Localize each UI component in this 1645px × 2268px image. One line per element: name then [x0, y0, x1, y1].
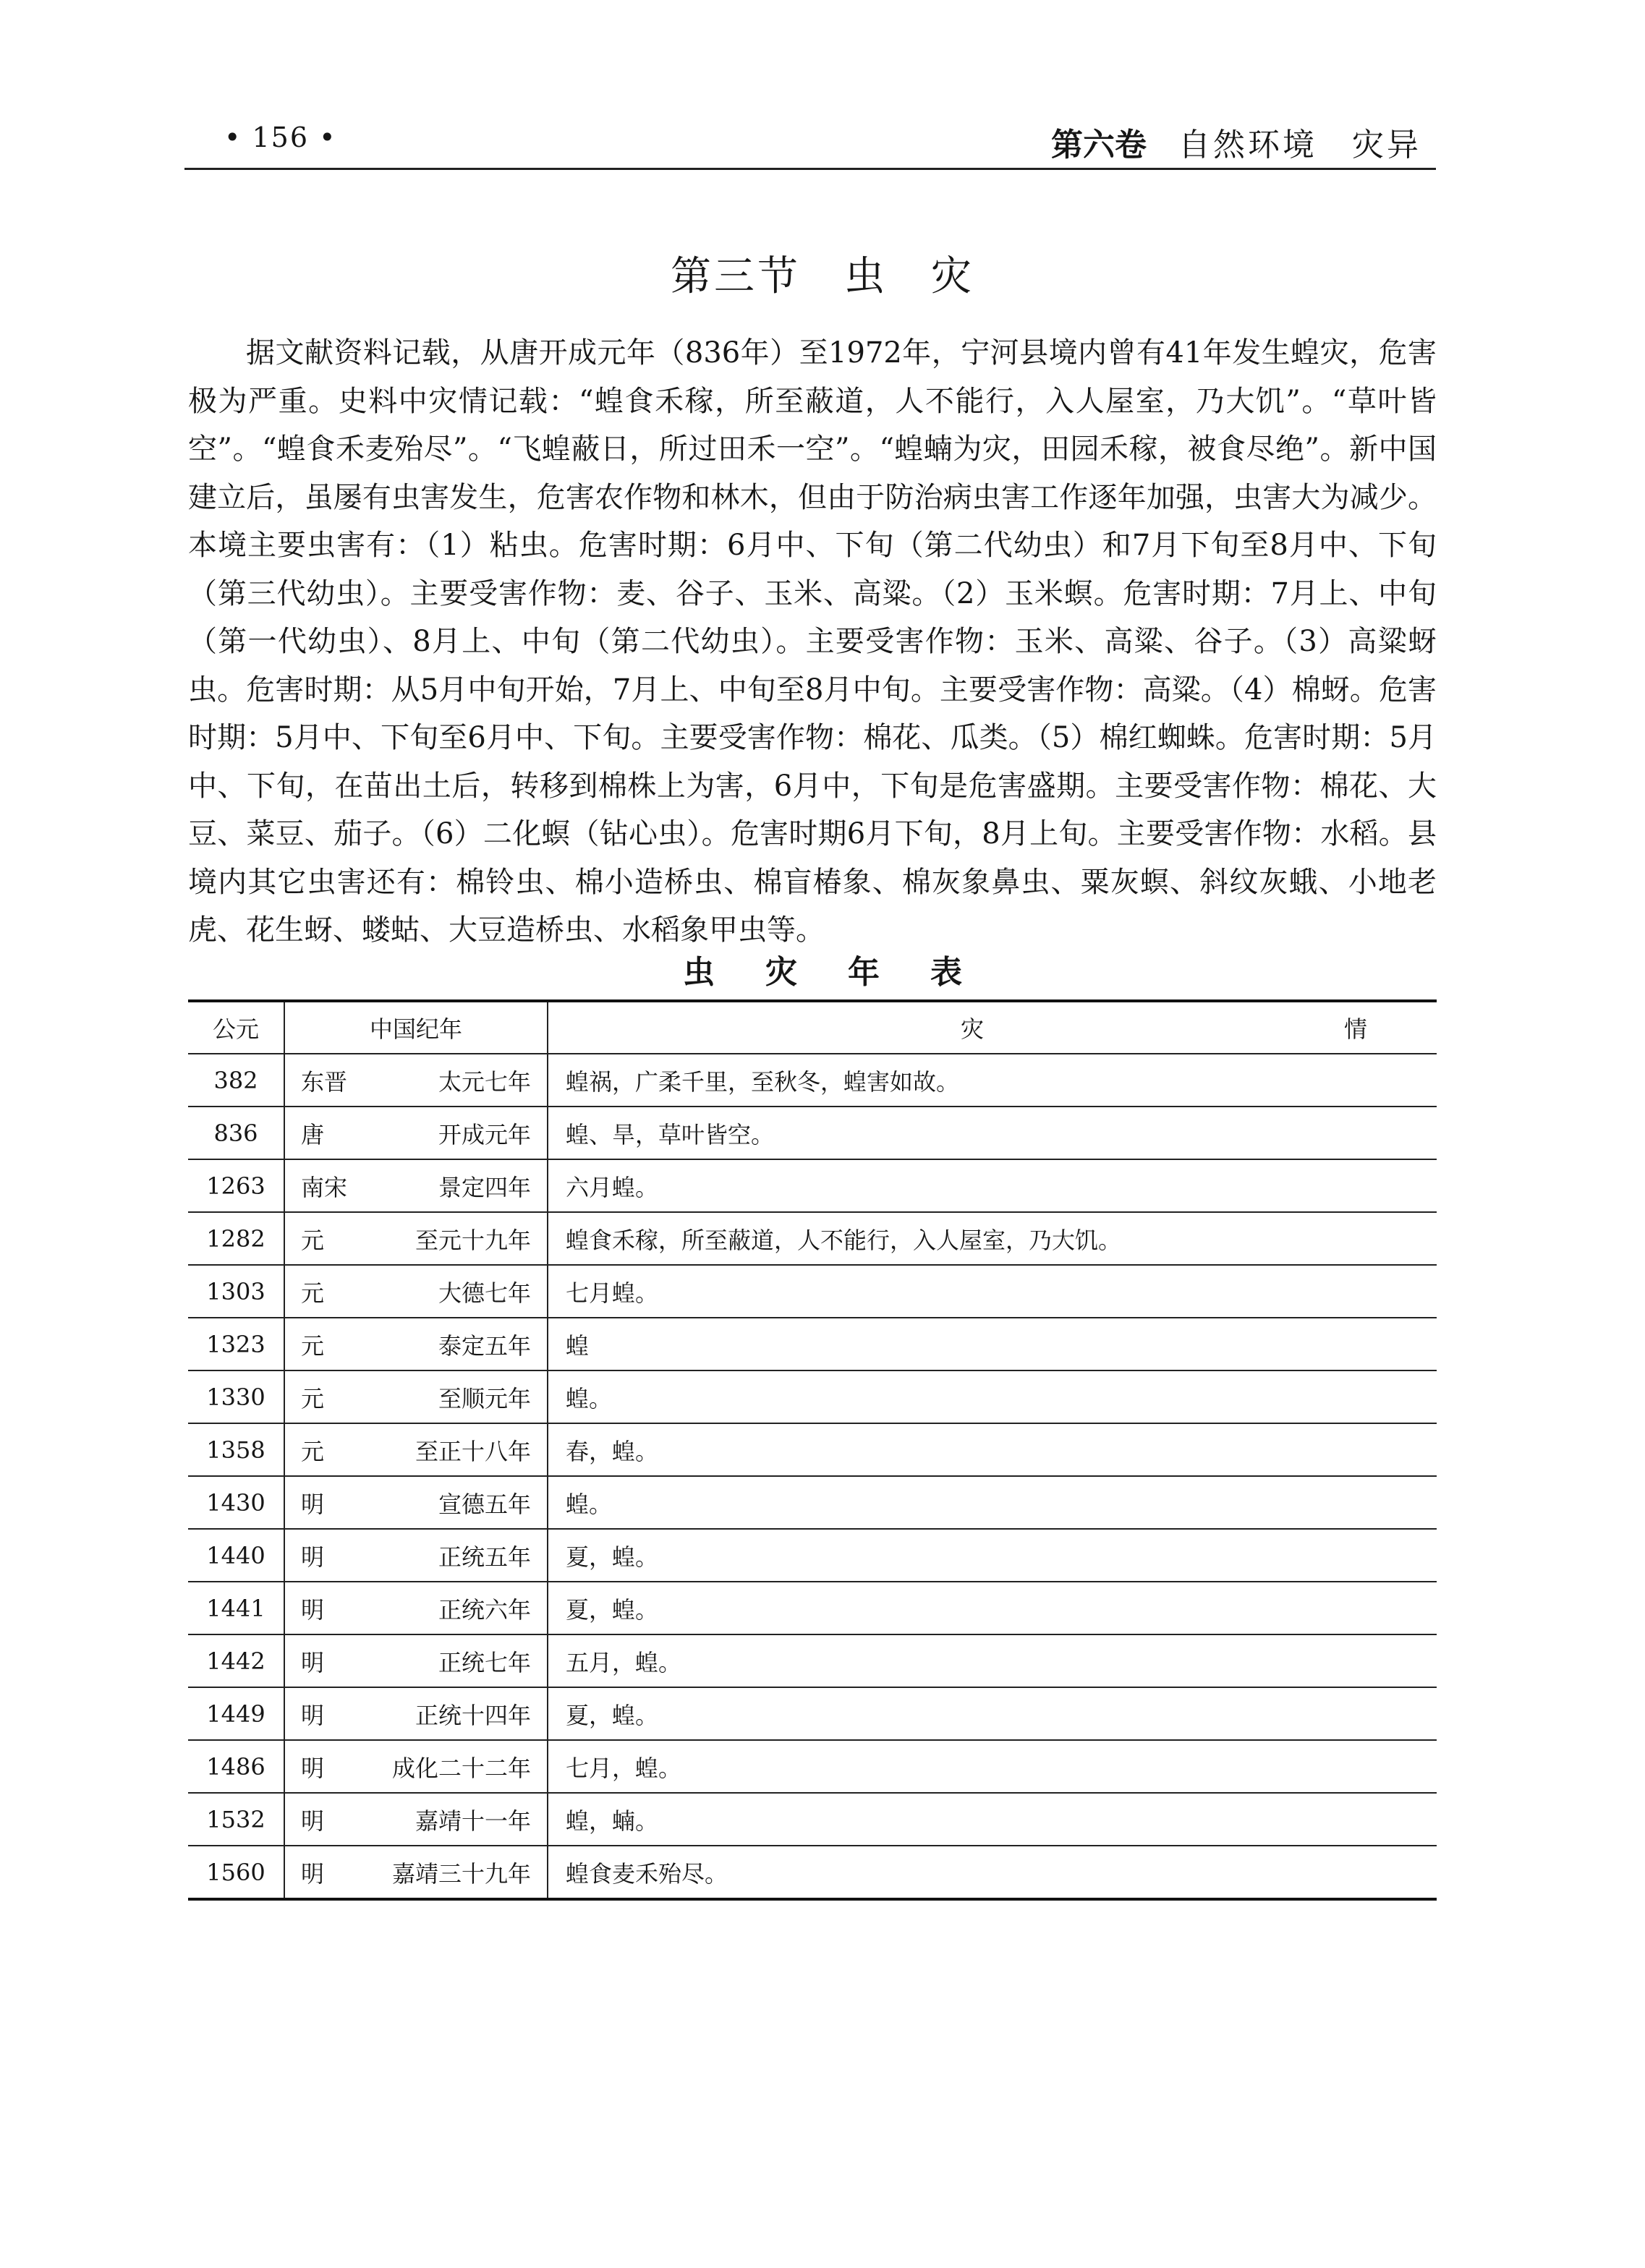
- cell-era: [284, 1212, 548, 1265]
- cell-dynasty: 元: [301, 1437, 325, 1465]
- cell-year: 836: [188, 1107, 284, 1159]
- table-row: [188, 1476, 1437, 1529]
- cell-year: 1263: [188, 1159, 284, 1212]
- table-row: [188, 1634, 1437, 1687]
- cell-dynasty: 元: [301, 1279, 325, 1307]
- table-row: [188, 1582, 1437, 1634]
- cell-desc: 蝗食麦禾殆尽。: [548, 1846, 1437, 1899]
- cell-dynasty: 元: [301, 1331, 325, 1360]
- cell-year: 1441: [188, 1582, 284, 1634]
- cell-era: [284, 1159, 548, 1212]
- cell-era-name: 宣德五年: [438, 1490, 531, 1518]
- cell-year: 1449: [188, 1687, 284, 1740]
- cell-era-name: 景定四年: [438, 1173, 531, 1201]
- cell-desc: 夏，蝗。: [548, 1529, 1437, 1582]
- cell-year: 1442: [188, 1634, 284, 1687]
- section-title: [0, 244, 1645, 302]
- cell-era: [284, 1265, 548, 1318]
- header-desc: [548, 1001, 1437, 1054]
- cell-era-name: 成化二十二年: [391, 1754, 531, 1782]
- cell-era: [284, 1054, 548, 1107]
- cell-era: [284, 1582, 548, 1634]
- cell-year: 382: [188, 1054, 284, 1107]
- cell-year: 1430: [188, 1476, 284, 1529]
- table-row: [188, 1054, 1437, 1107]
- table-body: [188, 1054, 1437, 1899]
- cell-dynasty: 元: [301, 1226, 325, 1254]
- cell-era-name: 正统五年: [438, 1543, 531, 1571]
- cell-year: 1303: [188, 1265, 284, 1318]
- insect-disaster-table: [188, 999, 1437, 1901]
- cell-desc: 蝗祸，广柔千里，至秋冬，蝗害如故。: [548, 1054, 1437, 1107]
- cell-desc: 蝗，蝻。: [548, 1793, 1437, 1846]
- header-era: 中国纪年: [284, 1001, 548, 1054]
- table-row: [188, 1529, 1437, 1582]
- cell-era: [284, 1107, 548, 1159]
- cell-era-name: 至顺元年: [438, 1384, 531, 1412]
- cell-year: 1532: [188, 1793, 284, 1846]
- section-name: 虫 灾: [844, 253, 974, 300]
- table-row: [188, 1370, 1437, 1423]
- cell-dynasty: 明: [301, 1543, 325, 1571]
- page-number: • 156 •: [224, 122, 337, 153]
- cell-dynasty: 明: [301, 1754, 325, 1782]
- cell-era: [284, 1740, 548, 1793]
- cell-dynasty: 东晋: [301, 1067, 348, 1096]
- cell-era-name: 大德七年: [438, 1279, 531, 1307]
- cell-year: 1282: [188, 1212, 284, 1265]
- running-head: [1051, 119, 1421, 165]
- table-title: 虫灾年表: [683, 954, 1013, 991]
- header-desc-char-1: 灾: [961, 1015, 985, 1043]
- header-desc-char-2: 情: [1344, 1015, 1368, 1043]
- body-paragraph: 据文献资料记载，从唐开成元年（836年）至1972年，宁河县境内曾有41年发生蝗灾，危害极为严重。史料中灾情记载：“蝗食禾稼，所至蔽道，人不能行，入人屋室，乃大饥”。“草叶皆空”。“蝗食禾麦殆尽”。“飞蝗蔽日，所过田禾一空”。“蝗蝻为灾，田园禾稼，被食尽绝”。新中国建立后，虽屡有虫害发生，危害农作物和林木，但由于防治病虫害工作逐年加强，虫害大为减少。本境主要虫害有：（1）粘虫。危害时期：6月中、下旬（第二代幼虫）和7月下旬至8月中、下旬（第三代幼虫）。主要受害作物：麦、谷子、玉米、高粱。（2）玉米螟。危害时期：7月上、中旬（第一代幼虫）、8月上、中旬（第二代幼虫）。主要受害作物：玉米、高粱、谷子。（3）高粱蚜虫。危害时期：从5月中旬开始，7月上、中旬至8月中旬。主要受害作物：高粱。（4）棉蚜。危害时期：5月中、下旬至6月中、下旬。主要受害作物：棉花、瓜类。（5）棉红蜘蛛。危害时期：5月中、下旬，在苗出土后，转移到棉株上为害，6月中，下旬是危害盛期。主要受害作物：棉花、大豆、菜豆、茄子。（6）二化螟（钻心虫）。危害时期6月下旬，8月上旬。主要受害作物：水稻。县境内其它虫害还有：棉铃虫、棉小造桥虫、棉盲椿象、棉灰象鼻虫、粟灰螟、斜纹灰蛾、小地老虎、花生蚜、蝼蛄、大豆造桥虫、水稻象甲虫等。: [188, 336, 1437, 947]
- cell-era-name: 至元十九年: [415, 1226, 531, 1254]
- table-row: [188, 1423, 1437, 1476]
- cell-era: [284, 1318, 548, 1370]
- table-row: [188, 1846, 1437, 1899]
- table-row: [188, 1265, 1437, 1318]
- cell-desc: 蝗: [548, 1318, 1437, 1370]
- cell-desc: 六月蝗。: [548, 1159, 1437, 1212]
- cell-era-name: 开成元年: [438, 1120, 531, 1148]
- cell-era-name: 至正十八年: [415, 1437, 531, 1465]
- cell-dynasty: 明: [301, 1807, 325, 1835]
- cell-era-name: 正统十四年: [415, 1701, 531, 1729]
- cell-era: [284, 1634, 548, 1687]
- cell-dynasty: 明: [301, 1595, 325, 1624]
- cell-era: [284, 1423, 548, 1476]
- cell-desc: 夏，蝗。: [548, 1687, 1437, 1740]
- cell-desc: 蝗、旱，草叶皆空。: [548, 1107, 1437, 1159]
- header-rule: [184, 168, 1436, 170]
- cell-era: [284, 1846, 548, 1899]
- cell-desc: 春，蝗。: [548, 1423, 1437, 1476]
- cell-era-name: 嘉靖三十九年: [391, 1859, 531, 1888]
- cell-desc: 蝗。: [548, 1370, 1437, 1423]
- cell-dynasty: 明: [301, 1859, 325, 1888]
- cell-year: 1358: [188, 1423, 284, 1476]
- table-row: [188, 1793, 1437, 1846]
- cell-desc: 五月，蝗。: [548, 1634, 1437, 1687]
- volume-label: 第六卷: [1051, 127, 1147, 163]
- cell-era-name: 正统六年: [438, 1595, 531, 1624]
- cell-desc: 七月蝗。: [548, 1265, 1437, 1318]
- cell-era: [284, 1687, 548, 1740]
- cell-dynasty: 明: [301, 1490, 325, 1518]
- cell-dynasty: 唐: [301, 1120, 325, 1148]
- cell-year: 1330: [188, 1370, 284, 1423]
- cell-era: [284, 1529, 548, 1582]
- table-row: [188, 1107, 1437, 1159]
- table-row: [188, 1318, 1437, 1370]
- header-year: 公元: [188, 1001, 284, 1054]
- cell-era: [284, 1370, 548, 1423]
- cell-dynasty: 明: [301, 1648, 325, 1676]
- cell-era: [284, 1793, 548, 1846]
- cell-desc: 蝗食禾稼，所至蔽道，人不能行，入人屋室，乃大饥。: [548, 1212, 1437, 1265]
- table-row: [188, 1687, 1437, 1740]
- cell-era-name: 太元七年: [438, 1067, 531, 1096]
- cell-era: [284, 1476, 548, 1529]
- cell-year: 1440: [188, 1529, 284, 1582]
- section-number: 第三节: [671, 253, 801, 300]
- cell-era-name: 嘉靖十一年: [415, 1807, 531, 1835]
- table-row: [188, 1212, 1437, 1265]
- cell-dynasty: 南宋: [301, 1173, 348, 1201]
- cell-desc: 夏，蝗。: [548, 1582, 1437, 1634]
- cell-desc: 七月，蝗。: [548, 1740, 1437, 1793]
- cell-era-name: 正统七年: [438, 1648, 531, 1676]
- cell-year: 1486: [188, 1740, 284, 1793]
- table-header-row: [188, 1001, 1437, 1054]
- cell-era-name: 泰定五年: [438, 1331, 531, 1360]
- table-row: [188, 1159, 1437, 1212]
- section-label: 自然环境 灾异: [1178, 127, 1421, 163]
- table-row: [188, 1740, 1437, 1793]
- cell-dynasty: 元: [301, 1384, 325, 1412]
- cell-year: 1560: [188, 1846, 284, 1899]
- cell-dynasty: 明: [301, 1701, 325, 1729]
- cell-desc: 蝗。: [548, 1476, 1437, 1529]
- cell-year: 1323: [188, 1318, 284, 1370]
- page-header: [184, 114, 1436, 172]
